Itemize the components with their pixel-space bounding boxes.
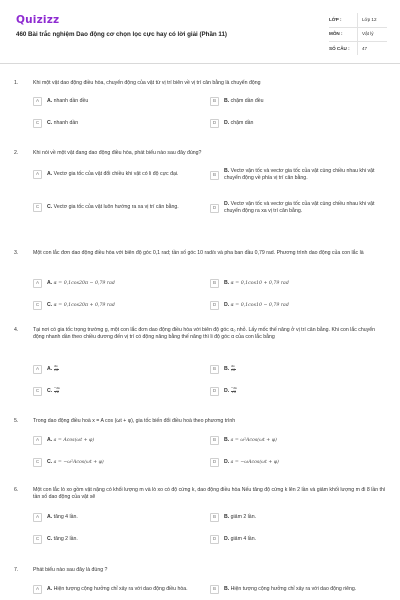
option-b[interactable] <box>210 513 386 522</box>
option-text <box>47 365 209 373</box>
fraction-numerator: −α₀ <box>53 386 61 391</box>
option-letter: B <box>210 171 219 180</box>
option-label: A. <box>47 279 53 286</box>
option-text <box>224 387 386 395</box>
option-letter: C <box>33 301 42 310</box>
option-c[interactable] <box>33 119 209 128</box>
option-label: A. <box>47 366 53 373</box>
option-formula: a = −ωAcos(ωt + φ) <box>230 459 279 465</box>
question-number: 6. <box>14 487 19 493</box>
worksheet-title: 460 Bài trắc nghiệm Dao động cơ chọn lọc cực hay có lời giải (Phần 11) <box>16 31 227 38</box>
option-b[interactable] <box>210 168 386 182</box>
question-text: Một con lắc lò xo gồm vật nặng có khối lượng m và lò xo có độ cứng k, dao động điều hòa Nếu tăng độ cứng k lên 2 lần và giảm khối lượng m đi 8 lần thì tần số dao động của vật sẽ <box>33 487 386 501</box>
option-text <box>224 120 386 127</box>
option-letter: C <box>33 203 42 212</box>
option-label: C. <box>47 535 53 542</box>
option-letter: D <box>210 458 219 467</box>
fraction-denominator: √2 <box>54 390 60 395</box>
option-text <box>47 120 209 127</box>
option-letter: B <box>210 97 219 106</box>
option-formula: α = 0,1cos10 + 0,79 rad <box>230 280 289 286</box>
question-text: Phát biểu nào sau đây là đúng ? <box>33 567 108 573</box>
option-value: Hiện tượng cộng hưởng chỉ xảy ra với dao động điều hòa. <box>53 585 188 592</box>
fraction-numerator: α₀ <box>231 364 235 369</box>
option-formula: a = −ω²Acos(ωt + φ) <box>53 459 104 465</box>
option-letter: A <box>33 585 42 594</box>
option-letter: B <box>210 279 219 288</box>
option-c[interactable] <box>33 301 209 310</box>
option-value: tăng 4 lần. <box>53 513 78 520</box>
option-c[interactable] <box>33 203 209 212</box>
option-label: D. <box>224 119 230 126</box>
option-label: C. <box>47 301 53 308</box>
option-letter: D <box>210 387 219 396</box>
option-value: giảm 4 lần. <box>230 535 257 542</box>
option-letter: C <box>33 387 42 396</box>
option-text <box>47 171 209 178</box>
option-fraction <box>231 365 236 372</box>
option-a[interactable] <box>33 97 209 106</box>
meta-row-class <box>329 14 387 28</box>
option-label: C. <box>47 458 53 465</box>
option-letter: A <box>33 513 42 522</box>
question-number: 3. <box>14 250 19 256</box>
option-value: giảm 2 lần. <box>230 513 257 520</box>
option-b[interactable] <box>210 279 386 288</box>
option-d[interactable] <box>210 201 386 215</box>
option-label: B. <box>224 585 230 592</box>
option-text <box>224 280 386 287</box>
option-text <box>47 459 209 466</box>
option-b[interactable] <box>210 585 386 594</box>
option-d[interactable] <box>210 119 386 128</box>
question-text: Một con lắc đơn dao động điều hòa với biên độ góc 0,1 rad; tần số góc 10 rad/s và pha ban đầu 0,79 rad. Phương trình dao động của con lắc là <box>33 250 364 256</box>
option-b[interactable] <box>210 436 386 445</box>
option-value: Vectơ vận tốc và vectơ gia tốc của vật cùng chiều nhau khi vật chuyển động ra xa vị trí cân bằng. <box>224 201 375 215</box>
option-label: B. <box>224 97 230 104</box>
option-text <box>224 459 386 466</box>
option-fraction <box>54 387 61 394</box>
option-d[interactable] <box>210 301 386 310</box>
question-text: Khi một vật dao động điều hòa, chuyển động của vật từ vị trí biên về vị trí cân bằng là chuyển động <box>33 80 261 86</box>
option-formula: α = 0,1cos10 − 0,79 rad <box>230 302 289 308</box>
option-text <box>47 514 209 521</box>
question-number: 4. <box>14 327 19 333</box>
option-label: B. <box>224 279 230 286</box>
option-text <box>47 437 209 444</box>
option-formula: a = ω²Acos(ωt + φ) <box>230 437 277 443</box>
option-b[interactable] <box>210 365 386 374</box>
option-value: Vectơ gia tốc của vật luôn hướng ra xa vị trí cân bằng. <box>53 203 179 210</box>
fraction-numerator: −α₀ <box>230 386 238 391</box>
option-label: A. <box>47 585 53 592</box>
option-letter: B <box>210 436 219 445</box>
meta-key: MÔN : <box>329 31 343 37</box>
question-number: 5. <box>14 418 19 424</box>
option-a[interactable] <box>33 365 209 374</box>
meta-value: Lớp 12 <box>362 17 377 23</box>
option-letter: A <box>33 365 42 374</box>
option-text <box>47 98 209 105</box>
option-label: B. <box>224 366 230 373</box>
option-text <box>47 302 209 309</box>
option-text <box>224 168 386 182</box>
option-a[interactable] <box>33 170 209 179</box>
option-label: C. <box>47 203 53 210</box>
option-value: Vectơ vận tốc và vectơ gia tốc của vật cùng chiều nhau khi vật chuyển động về phía vị trí cân bằng. <box>224 168 375 182</box>
meta-key: LỚP : <box>329 17 342 23</box>
option-letter: A <box>33 97 42 106</box>
question-number: 1. <box>14 80 19 86</box>
option-text <box>224 201 386 215</box>
option-d[interactable] <box>210 458 386 467</box>
option-text <box>224 302 386 309</box>
meta-row-subject <box>329 28 387 42</box>
option-text <box>47 204 209 211</box>
option-letter: D <box>210 535 219 544</box>
option-letter: C <box>33 535 42 544</box>
option-label: A. <box>47 97 53 104</box>
option-value: chậm dần đều <box>230 97 264 104</box>
option-letter: D <box>210 204 219 213</box>
option-a[interactable] <box>33 279 209 288</box>
option-label: A. <box>47 513 53 520</box>
meta-value: Vật lý <box>362 31 374 37</box>
option-label: D. <box>224 388 230 395</box>
meta-row-count <box>329 42 387 56</box>
option-label: D. <box>224 458 230 465</box>
option-text <box>47 536 209 543</box>
option-letter: B <box>210 365 219 374</box>
option-text <box>224 437 386 444</box>
question-text: Tại nơi có gia tốc trọng trường g, một con lắc đơn dao động điều hòa với biên độ góc α₀ nhỏ. Lấy mốc thế năng ở vị trí cân bằng. Khi con lắc chuyển động nhanh dần theo chiều dương đến vị trí có động năng bằng thế năng thì li độ góc α của con lắc bằng <box>33 327 375 341</box>
option-letter: D <box>210 301 219 310</box>
option-label: D. <box>224 201 230 207</box>
option-c[interactable] <box>33 535 209 544</box>
meta-key: SỐ CÂU : <box>329 45 350 51</box>
option-value: Hiện tượng cộng hưởng chỉ xảy ra với dao động riêng. <box>230 585 357 592</box>
option-formula: a = Acos(ωt + φ) <box>53 437 95 443</box>
fraction-denominator: √3 <box>53 368 59 373</box>
fraction-numerator: α₀ <box>54 364 58 369</box>
option-label: D. <box>224 535 230 542</box>
option-formula: α = 0,1cos20π + 0,79 rad <box>53 302 115 308</box>
question-text: Trong dao động điều hoà x = A cos (ωt + φ), gia tốc biến đổi điều hoà theo phương trình <box>33 418 236 424</box>
option-label: A. <box>47 436 53 443</box>
option-fraction <box>54 365 59 372</box>
option-c[interactable] <box>33 458 209 467</box>
option-letter: A <box>33 436 42 445</box>
option-label: A. <box>47 170 53 177</box>
option-a[interactable] <box>33 585 209 594</box>
option-letter: B <box>210 513 219 522</box>
option-value: tăng 2 lần. <box>53 535 78 542</box>
option-letter: D <box>210 119 219 128</box>
option-text <box>47 387 209 395</box>
option-label: C. <box>47 119 53 126</box>
worksheet-header <box>0 0 400 64</box>
option-text <box>224 365 386 373</box>
option-d[interactable] <box>210 387 386 396</box>
worksheet-meta <box>329 14 387 56</box>
question-text: Khi nói về một vật đang dao động điều hòa, phát biểu nào sau đây đúng? <box>33 150 202 156</box>
option-text <box>224 586 386 593</box>
question-number: 2. <box>14 150 19 156</box>
option-value: nhanh dần đều <box>53 97 89 104</box>
option-letter: C <box>33 458 42 467</box>
option-value: Vectơ gia tốc của vật đổi chiều khi vật có li độ cực đại. <box>53 170 179 177</box>
option-a[interactable] <box>33 513 209 522</box>
question-number: 7. <box>14 567 19 573</box>
option-label: C. <box>47 388 53 395</box>
option-label: B. <box>224 513 230 520</box>
option-text <box>224 98 386 105</box>
option-text <box>224 536 386 543</box>
fraction-denominator: √3 <box>231 390 237 395</box>
option-fraction <box>231 387 238 394</box>
option-letter: C <box>33 119 42 128</box>
option-label: D. <box>224 301 230 308</box>
option-b[interactable] <box>210 97 386 106</box>
option-label: B. <box>224 168 230 174</box>
option-text <box>224 514 386 521</box>
option-label: B. <box>224 436 230 443</box>
option-formula: α = 0,1cos20π − 0,79 rad <box>53 280 115 286</box>
option-value: chậm dần <box>230 119 254 126</box>
option-letter: A <box>33 279 42 288</box>
option-letter: A <box>33 170 42 179</box>
option-text <box>47 280 209 287</box>
option-d[interactable] <box>210 535 386 544</box>
option-value: nhanh dần <box>53 119 79 126</box>
meta-value: 47 <box>362 45 368 51</box>
fraction-denominator: √2 <box>230 368 236 373</box>
quizizz-logo[interactable]: Quizizz <box>16 14 60 26</box>
option-letter: B <box>210 585 219 594</box>
option-text <box>47 586 209 593</box>
option-c[interactable] <box>33 387 209 396</box>
option-a[interactable] <box>33 436 209 445</box>
